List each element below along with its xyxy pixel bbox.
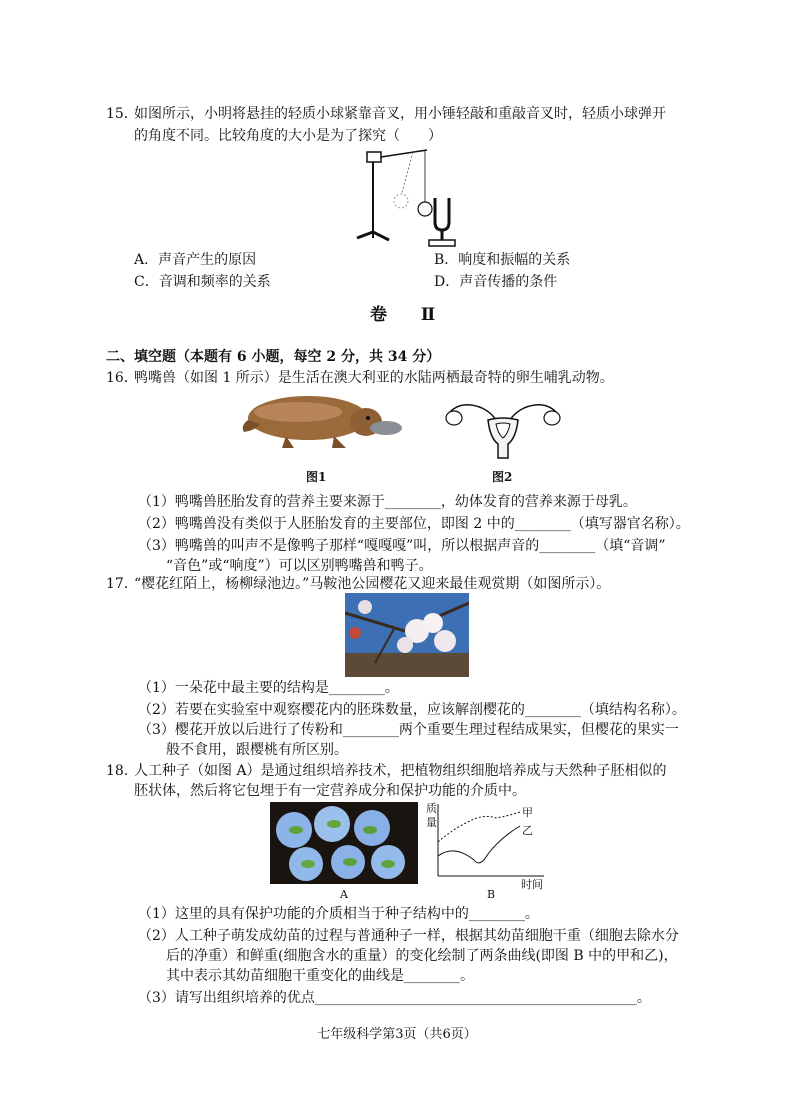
graph-label-yi: 乙: [522, 824, 533, 837]
q17-sub1: （1）一朵花中最主要的结构是________。: [138, 680, 399, 696]
q15-text-line1: 如图所示，小明将悬挂的轻质小球紧靠音叉，用小锤轻敲和重敲音叉时，轻质小球弹开: [134, 106, 666, 122]
q18-sub2-line1: （2）人工种子萌发成幼苗的过程与普通种子一样，根据其幼苗细胞干重（细胞去除水分: [138, 928, 679, 944]
q17-sub3-line1: （3）樱花开放以后进行了传粉和________两个重要生理过程结成果实，但樱花的果实一: [138, 722, 679, 738]
q16-sub3-line1: （3）鸭嘴兽的叫声不是像鸭子那样“嘎嘎嘎”叫，所以根据声音的________（填“音调”: [138, 538, 666, 554]
graph-ylabel-1: 质: [426, 802, 437, 815]
curve-jia: [438, 812, 520, 842]
page-footer: 七年级科学第3页（共6页）: [317, 1027, 477, 1042]
q18-sub3: （3）请写出组织培养的优点______________________________________________。: [138, 990, 651, 1006]
graph-xlabel: 时间: [521, 878, 543, 891]
figure-a-caption: A: [340, 888, 348, 901]
q15-option-d: D．声音传播的条件: [434, 274, 558, 290]
section-heading: 二、填空题（本题有 6 小题，每空 2 分，共 34 分）: [106, 349, 441, 365]
q16-number: 16．: [106, 370, 138, 386]
q15-option-a: A．声音产生的原因: [134, 252, 257, 268]
tuning-fork-figure: [345, 146, 465, 250]
figure2-caption: 图2: [492, 470, 513, 484]
q16-intro: 鸭嘴兽（如图 1 所示）是生活在澳大利亚的水陆两栖最奇特的卵生哺乳动物。: [134, 370, 614, 386]
q16-sub2: （2）鸭嘴兽没有类似于人胚胎发育的主要部位，即图 2 中的________（填写器官名称）。: [138, 516, 690, 532]
q18-sub1: （1）这里的具有保护功能的介质相当于种子结构中的________。: [138, 906, 539, 922]
q15-option-c: C．音调和频率的关系: [134, 274, 271, 290]
q17-sub3-line2: 般不食用，跟樱桃有所区别。: [166, 742, 348, 758]
uterus-diagram: [442, 398, 564, 464]
q18-sub2-line3: 其中表示其幼苗细胞干重变化的曲线是________。: [166, 968, 474, 984]
graph-label-jia: 甲: [522, 806, 533, 819]
figure-b-caption: B: [487, 888, 496, 901]
graph-ylabel-2: 量: [426, 816, 437, 829]
q15-option-b: B．响度和振幅的关系: [434, 252, 571, 268]
q17-number: 17．: [106, 576, 138, 592]
q18-number: 18．: [106, 763, 138, 779]
q17-intro: “樱花红陌上，杨柳绿池边。”马鞍池公园樱花又迎来最佳观赏期（如图所示）。: [134, 576, 611, 592]
platypus-figure: [238, 386, 404, 458]
q15-number: 15．: [106, 106, 138, 122]
q16-sub3-line2: “音色”或“响度”）可以区别鸭嘴兽和鸭子。: [166, 558, 433, 574]
volume-ii-heading: 卷 Ⅱ: [370, 305, 450, 325]
cherry-blossom-photo: [345, 593, 469, 677]
curve-yi: [438, 826, 520, 863]
q18-sub2-line2: 后的净重）和鲜重(细胞含水的重量）的变化绘制了两条曲线(即图 B 中的甲和乙)，: [166, 948, 678, 964]
q16-sub1: （1）鸭嘴兽胚胎发育的营养主要来源于________，幼体发育的营养来源于母乳。: [138, 494, 637, 510]
artificial-seeds-photo: [270, 802, 418, 884]
q18-intro-line2: 胚状体，然后将它包埋于有一定营养成分和保护功能的介质中。: [134, 783, 526, 799]
figure1-caption: 图1: [306, 470, 327, 484]
q17-sub2: （2）若要在实验室中观察樱花内的胚珠数量，应该解剖樱花的________（填结构名称）。: [138, 702, 686, 718]
q18-intro-line1: 人工种子（如图 A）是通过组织培养技术，把植物组织细胞培养成与天然种子胚相似的: [134, 763, 667, 779]
q15-text-line2: 的角度不同。比较角度的大小是为了探究（ ）: [134, 128, 442, 144]
